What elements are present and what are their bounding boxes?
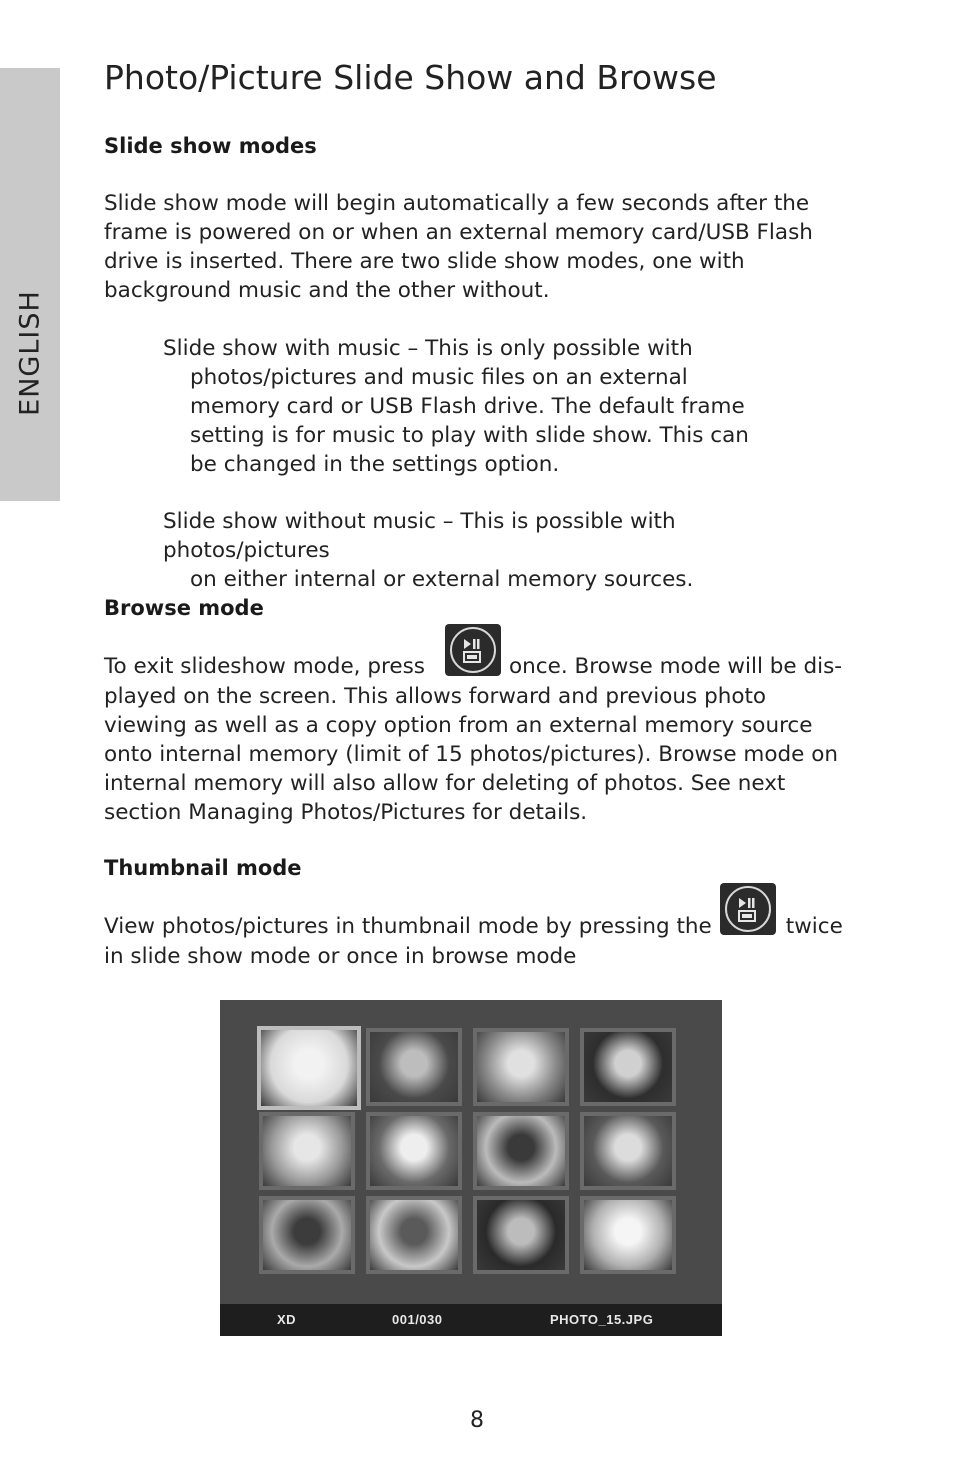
source-label: XD xyxy=(277,1312,297,1327)
vase-flowers-photo-icon[interactable] xyxy=(259,1112,355,1190)
thumbnail-image xyxy=(584,1116,672,1186)
thumbnail-image xyxy=(263,1116,351,1186)
text-line: onto internal memory (limit of 15 photos/pictures). Browse mode on xyxy=(104,742,838,767)
status-bar xyxy=(220,1304,722,1336)
thumbnail-image xyxy=(477,1200,565,1270)
text-line: memory card or USB Flash drive. The default frame xyxy=(190,394,745,419)
text-line: be changed in the settings option. xyxy=(190,452,560,477)
thumbnail-image xyxy=(584,1200,672,1270)
text-line xyxy=(104,882,843,942)
thumbnail-screen xyxy=(220,1000,722,1336)
lotus-photo-icon[interactable] xyxy=(366,1112,462,1190)
thumbnail-image xyxy=(584,1032,672,1102)
text-fragment: once. Browse mode will be dis- xyxy=(509,654,843,679)
play-pause-display-icon xyxy=(720,883,776,935)
rose-photo-icon[interactable] xyxy=(580,1196,676,1274)
thumbnail-image xyxy=(370,1200,458,1270)
language-tab xyxy=(0,68,60,501)
lily-photo-icon[interactable] xyxy=(580,1028,676,1106)
thumbnail-image xyxy=(263,1200,351,1270)
heading-browse-mode: Browse mode xyxy=(104,596,264,620)
text-line: on either internal or external memory sources. xyxy=(190,567,694,592)
slideshow-with-music xyxy=(163,334,749,479)
text-line: frame is powered on or when an external memory card/USB Flash xyxy=(104,220,813,245)
text-line: viewing as well as a copy option from an external memory source xyxy=(104,713,813,738)
page-title: Photo/Picture Slide Show and Browse xyxy=(104,58,717,97)
text-line: photos/pictures and music files on an external xyxy=(190,365,688,390)
text-line xyxy=(104,622,842,682)
heading-slide-show-modes: Slide show modes xyxy=(104,134,317,158)
text-line: Slide show with music – This is only possible with xyxy=(163,336,693,361)
roses-photo-icon[interactable] xyxy=(366,1196,462,1274)
wreath-photo-icon[interactable] xyxy=(366,1028,462,1106)
text-line: section Managing Photos/Pictures for details. xyxy=(104,800,588,825)
sunflower-photo-icon[interactable] xyxy=(259,1196,355,1274)
photo-counter: 001/030 xyxy=(392,1312,443,1327)
text-line: internal memory will also allow for deleting of photos. See next xyxy=(104,771,786,796)
thumbnail-image xyxy=(477,1032,565,1102)
text-line: played on the screen. This allows forward and previous photo xyxy=(104,684,767,709)
thumbnail-image xyxy=(261,1030,357,1106)
language-label: ENGLISH xyxy=(14,290,46,416)
text-fragment: View photos/pictures in thumbnail mode by pressing the xyxy=(104,914,712,939)
thumbnail-image xyxy=(370,1116,458,1186)
text-line: setting is for music to play with slide show. This can xyxy=(190,423,749,448)
thumbnail-image xyxy=(370,1032,458,1102)
text-fragment: To exit slideshow mode, press xyxy=(104,654,425,679)
glass-flower-photo-icon[interactable] xyxy=(473,1028,569,1106)
play-pause-display-icon xyxy=(445,624,501,676)
filename-label: PHOTO_15.JPG xyxy=(550,1312,654,1327)
text-line: Slide show without music – This is possible with photos/pictures xyxy=(163,509,676,563)
text-line: Slide show mode will begin automatically a few seconds after the xyxy=(104,191,810,216)
heading-thumbnail-mode: Thumbnail mode xyxy=(104,856,302,880)
bouquet-photo-icon[interactable] xyxy=(473,1112,569,1190)
sunflower-sky-photo-icon[interactable] xyxy=(473,1196,569,1274)
browse-text xyxy=(104,622,842,827)
text-fragment: twice xyxy=(785,914,843,939)
text-line: background music and the other without. xyxy=(104,278,550,303)
text-line: drive is inserted. There are two slide show modes, one with xyxy=(104,249,745,274)
daisy-photo-icon[interactable] xyxy=(257,1026,361,1110)
text-line: in slide show mode or once in browse mode xyxy=(104,944,577,969)
slideshow-intro xyxy=(104,189,813,305)
thumbnail-image xyxy=(477,1116,565,1186)
thumbnail-text xyxy=(104,882,843,971)
tulips-photo-icon[interactable] xyxy=(580,1112,676,1190)
page-number: 8 xyxy=(470,1408,484,1433)
slideshow-without-music xyxy=(163,507,834,594)
